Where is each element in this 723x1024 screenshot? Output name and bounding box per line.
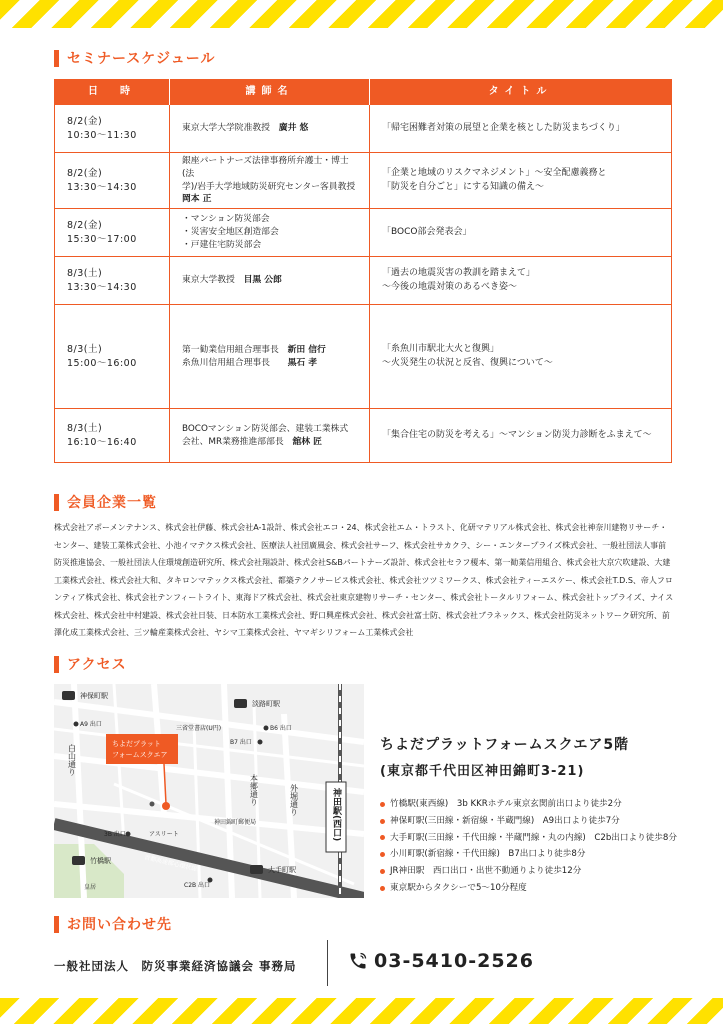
access-heading (54, 654, 127, 674)
heading-bar (54, 50, 59, 67)
schedule-row (55, 305, 672, 409)
schedule-datetime: 8/2(金) 15:30～17:00 (55, 209, 170, 257)
post-office-label: 神田錦町郵便局 (214, 819, 257, 826)
schedule-heading-text: セミナースケジュール (67, 51, 216, 67)
contact-heading (54, 914, 172, 934)
sanseido-label: 三省堂書店(U円) (176, 725, 222, 732)
route-item: 竹橋駅(東西線) 3b KKRホテル東京玄関前出口より徒歩2分 (380, 796, 677, 813)
heading-bar (54, 656, 59, 673)
exit-b6: B6 出口 (270, 725, 292, 732)
schedule-title: 「過去の地震災害の教訓を踏まえて」 ～今後の地震対策のあるべき姿～ (370, 257, 672, 305)
heading-bar (54, 494, 59, 511)
route-item: 東京駅からタクシーで5～10分程度 (380, 880, 677, 897)
metro-icon (62, 691, 75, 700)
venue-callout-line1: ちよだプラット (112, 740, 161, 748)
exit-b7: B7 出口 (230, 739, 252, 746)
schedule-datetime: 8/3(土) 16:10～16:40 (55, 409, 170, 463)
venue-address: (東京都千代田区神田錦町3-21) (380, 764, 585, 779)
venue-name: ちよだプラットフォームスクエア5階 (380, 737, 630, 753)
col-header-title: タイトル (370, 80, 672, 105)
route-item: 神保町駅(三田線・新宿線・半蔵門線) A9出口より徒歩7分 (380, 813, 677, 830)
col-header-datetime: 日 時 (55, 80, 170, 105)
hakusan-dori-label: 白山通り (67, 744, 77, 776)
schedule-row (55, 209, 672, 257)
members-heading (54, 492, 157, 512)
contact-organization: 一般社団法人 防災事業経済協議会 事務局 (54, 959, 297, 973)
schedule-speaker: BOCOマンション防災部会、建装工業株式 会社、MR業務推進部部長 舘林 匠 (170, 409, 370, 463)
venue-info (380, 734, 629, 779)
kanda-station-label: 神田駅(西口) (331, 788, 341, 842)
bottom-hazard-stripe (0, 998, 723, 1024)
schedule-datetime: 8/2(金) 10:30～11:30 (55, 105, 170, 153)
sotobori-dori-label: 外堀通り (289, 784, 299, 816)
schedule-speaker: 銀座パートナーズ法律事務所弁護士・博士(法 学)/岩手大学地域防災研究センター客員教授 岡本 正 (170, 153, 370, 209)
contact-divider (327, 940, 328, 986)
schedule-speaker: 東京大学教授 目黒 公郎 (170, 257, 370, 305)
schedule-title: 「BOCO部会発表会」 (370, 209, 672, 257)
venue-callout-line2: フォームスクエア (112, 751, 168, 759)
access-routes-list (380, 796, 677, 897)
exit-a9: A9 出口 (80, 721, 102, 728)
members-heading-text: 会員企業一覧 (67, 495, 157, 511)
metro-icon (72, 856, 85, 865)
contact-heading-text: お問い合わせ先 (67, 917, 172, 933)
station-awajicho: 淡路町駅 (252, 700, 280, 708)
member-companies-list: 株式会社アポーメンテナンス、株式会社伊藤、株式会社A-1設計、株式会社エコ・24、株式会社エム・トラスト、化研マテリアル株式会社、株式会社神奈川建物リサーチ・センター、建装工業株式会社、小池イマテクス株式会社、医療法人社団廣風会、株式会社サーフ、株式会社サカクラ、シー・エンタープライズ株式会社、一般社団法人事前防災推進協会、一般社団法人住環境創造研究所、株式会社翔設計、株式会社S&Bパートナーズ設計、株式会社セラフ榎本、第一勧業信用組合、株式会社大京穴吹建設、大建工業株式会社、株式会社大和、タキロンマテックス株式会社、都築テクノサービス株式会社、株式会社ツツミワークス、株式会社ティーエスケー、株式会社T.D.S、帝人フロンティア株式会社、株式会社テンフィートライト、東海ドア株式会社、株式会社東京建物リサーチ・センター、株式会社トータルリフォーム、株式会社トップライズ、ナイス株式会社、株式会社中村建設、株式会社日装、日本防水工業株式会社、野口興産株式会社、株式会社富士防、株式会社ブラネックス、株式会社防災ネットワーク研究所、前澤化成工業株式会社、三ツ輪産業株式会社、ヤシマ工業株式会社、ヤマギシリフォーム工業株式会社 (54, 523, 674, 637)
schedule-row (55, 105, 672, 153)
route-item: 大手町駅(三田線・千代田線・半蔵門線・丸の内線) C2b出口より徒歩8分 (380, 830, 677, 847)
venue-callout (106, 734, 178, 764)
route-item: 小川町駅(新宿線・千代田線) B7出口より徒歩8分 (380, 846, 677, 863)
schedule-title: 「糸魚川市駅北大火と復興」 ～火災発生の状況と反省、復興について～ (370, 305, 672, 409)
phone-number: 03-5410-2526 (374, 950, 534, 972)
schedule-heading (54, 48, 215, 68)
seminar-schedule-table (54, 79, 672, 463)
station-jimbocho: 神保町駅 (80, 692, 108, 700)
phone-icon (348, 951, 368, 971)
schedule-speaker: 第一勧業信用組合理事長 新田 信行 糸魚川信用組合理事長 黒石 孝 (170, 305, 370, 409)
expressway-label: 首都高速都心環状線 (143, 854, 198, 874)
hongo-dori-label: 本郷通り (249, 774, 259, 806)
schedule-title: 「企業と地域のリスクマネジメント」～安全配慮義務と 「防災を自分ごと」にする知識の備え～ (370, 153, 672, 209)
schedule-title: 「帰宅困難者対策の展望と企業を核とした防災まちづくり」 (370, 105, 672, 153)
schedule-speaker: 東京大学大学院准教授 廣井 悠 (170, 105, 370, 153)
access-heading-text: アクセス (67, 657, 127, 673)
palace-label: 皇居 (84, 884, 97, 891)
exit-3b: 3B 出口 (104, 831, 126, 838)
schedule-row (55, 409, 672, 463)
metro-icon (250, 865, 263, 874)
contact-phone[interactable] (348, 950, 534, 972)
schedule-title: 「集合住宅の防災を考える」～マンション防災力診断をふまえて～ (370, 409, 672, 463)
schedule-datetime: 8/3(土) 15:00～16:00 (55, 305, 170, 409)
schedule-speaker: ・マンション防災部会 ・災害安全地区創造部会 ・戸建住宅防災部会 (170, 209, 370, 257)
station-takebashi: 竹橋駅 (90, 857, 111, 865)
access-map (54, 684, 364, 898)
heading-bar (54, 916, 59, 933)
col-header-speaker: 講師名 (170, 80, 370, 105)
top-hazard-stripe (0, 0, 723, 28)
schedule-row (55, 257, 672, 305)
station-otemachi: 大手町駅 (268, 866, 296, 874)
schedule-datetime: 8/3(土) 13:30～14:30 (55, 257, 170, 305)
venue-marker (162, 802, 170, 810)
exit-c2b: C2B 出口 (184, 882, 211, 889)
schedule-row (55, 153, 672, 209)
route-item: JR神田駅 西口出口・出世不動通りより徒歩12分 (380, 863, 677, 880)
asuriito-label: アスリート (149, 831, 179, 838)
schedule-datetime: 8/2(金) 13:30～14:30 (55, 153, 170, 209)
metro-icon (234, 699, 247, 708)
